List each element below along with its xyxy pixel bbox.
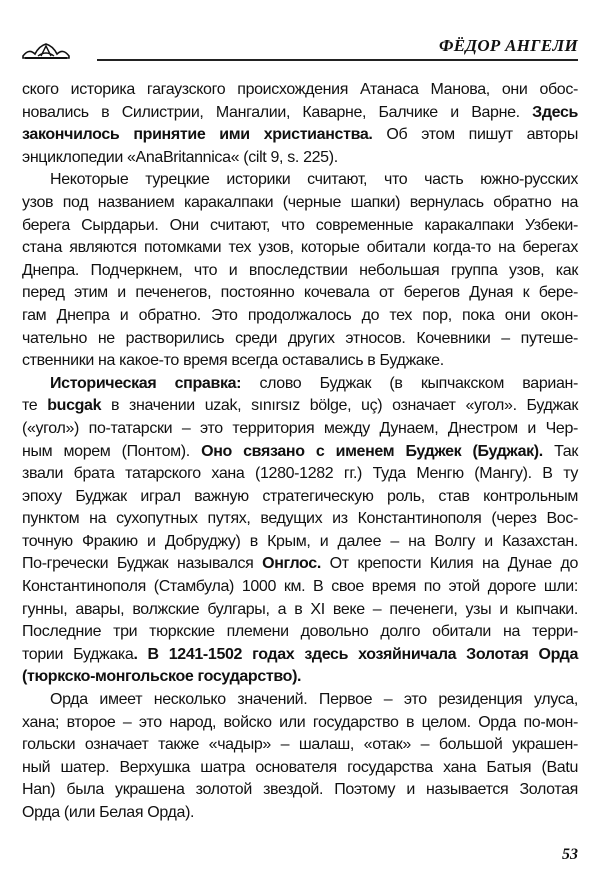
text-line: [22, 621, 578, 644]
bold-text: . В 1241-1502 годах здесь хозяйничала Золотая Орда: [133, 645, 578, 663]
paragraph: [22, 689, 578, 825]
text-segment: По-гречески Буджак назывался: [22, 555, 263, 573]
text-segment: Последние три тюркские племени довольно долго обитали на терри-: [22, 623, 578, 641]
text-line: [22, 576, 578, 599]
text-segment: гам Днепра и обратно. Это продолжалось до тех пор, пока они окон-: [22, 306, 578, 324]
text-segment: берега Сырдарьи. Они считают, что современные каракалпаки Узбеки-: [22, 216, 578, 234]
text-line: [22, 734, 578, 757]
text-line: [22, 712, 578, 735]
text-line: [22, 282, 578, 305]
text-segment: Орда (или Белая Орда).: [22, 804, 195, 821]
text-segment: От крепости Килия на Дунае до: [320, 555, 578, 573]
text-segment: звали брата татарского хана (1280-1282 гг.) Туда Менгю (Мангу). В ту: [22, 465, 578, 483]
text-segment: тории Буджака: [22, 645, 134, 663]
text-line: [22, 441, 578, 464]
text-line: [22, 237, 578, 260]
text-segment: ный шатер. Верхушка шатра основателя государства хана Батыя (Batu: [22, 758, 578, 776]
bold-text: Здесь: [532, 103, 578, 121]
text-segment: («угол») по-татарски – это территория между Дунаем, Днестром и Чер-: [22, 419, 578, 437]
text-line: [22, 666, 578, 689]
text-line: [22, 350, 578, 373]
text-segment: узов под названием каракалпаки (черные шапки) вернулась обратно на: [22, 193, 578, 211]
text-segment: Константинополя (Стамбула) 1000 км. В свое время по этой дороге шли:: [22, 578, 578, 596]
text-segment: хана; второе – это народ, войско или государство в целом. Орда по-мон-: [22, 713, 578, 731]
text-segment: чательно не растворились среди других этносов. Кочевники – путеше-: [22, 329, 578, 347]
paragraph: [22, 169, 578, 372]
text-line: [22, 102, 578, 125]
bold-text: закончилось принятие ими христианства.: [22, 126, 373, 144]
text-line: [22, 508, 578, 531]
text-segment: стана являются потомками тех узов, которые обитали когда-то на берегах: [22, 239, 578, 257]
bold-text: bucgak: [47, 397, 102, 415]
text-segment: в значении uzak, sınırsız bölge, uç) означает «угол». Буджак: [101, 397, 578, 415]
text-line: [22, 147, 578, 170]
text-line: [22, 79, 578, 102]
text-segment: Так: [542, 442, 579, 460]
page-header: [0, 0, 600, 70]
text-line: [22, 779, 578, 802]
text-line: [22, 486, 578, 509]
text-segment: точную Фракию и Добруджу) в Крым, и далее – на Волгу и Казахстан.: [22, 532, 578, 550]
bold-text: Онглос.: [262, 555, 321, 573]
text-line: [22, 418, 578, 441]
text-segment: гольски означает также «чадыр» – шалаш, «отак» – большой украшен-: [22, 736, 578, 754]
text-segment: перед этим и печенегов, постоянно кочевала от берегов Дуная к бере-: [22, 284, 578, 302]
ornament-icon: [21, 42, 71, 60]
text-line: [22, 305, 578, 328]
text-line: [22, 463, 578, 486]
text-segment: гунны, авары, волжские булгары, а в XI веке – печенеги, узы и кыпчаки.: [22, 600, 578, 618]
text-segment: новались в Силистрии, Мангалии, Каварне, Балчике и Варне.: [22, 103, 533, 121]
text-segment: Некоторые турецкие историки считают, что часть южно-русских: [50, 171, 578, 189]
header-rule: [97, 59, 578, 61]
paragraph: [22, 79, 578, 169]
text-line: [22, 124, 578, 147]
text-segment: энциклопедии «AnaBritannica« (cilt 9, s. 225).: [22, 148, 338, 166]
text-segment: ственники на какое-то время всегда оставались в Буджаке.: [22, 352, 444, 370]
text-line: [22, 689, 578, 712]
text-line: [22, 757, 578, 780]
body-text: [22, 79, 578, 825]
running-title: ФЁДОР АНГЕЛИ: [439, 36, 578, 55]
text-segment: эпоху Буджак играл важную стратегическую роль, став контрольным: [22, 487, 578, 505]
text-segment: пунктом на сухопутных путях, ведущих из Константинополя (через Вос-: [22, 510, 578, 528]
text-line: [22, 599, 578, 622]
text-line: [22, 644, 578, 667]
text-line: [22, 215, 578, 238]
text-line: [22, 192, 578, 215]
text-line: [22, 553, 578, 576]
bold-text: Оно связано с именем Буджек (Буджак).: [201, 442, 543, 460]
text-line: [22, 531, 578, 554]
text-segment: ского историка гагаузского происхождения Атанаса Манова, они обос-: [22, 81, 578, 98]
text-segment: те: [22, 397, 48, 415]
bold-text: Историческая справка:: [50, 374, 242, 392]
text-segment: Han) была украшена золотой звездой. Поэтому и называется Золотая: [22, 781, 578, 799]
text-segment: Орда имеет несколько значений. Первое – это резиденция улуса,: [50, 691, 578, 709]
text-segment: ным морем (Понтом).: [22, 442, 202, 460]
text-segment: слово Буджак (в кыпчакском вариан-: [241, 374, 578, 392]
text-line: [22, 328, 578, 351]
text-line: [22, 260, 578, 283]
page-number: 53: [562, 846, 578, 863]
text-line: [22, 373, 578, 396]
paragraph: [22, 373, 578, 689]
text-line: [22, 395, 578, 418]
text-line: [22, 802, 578, 825]
text-segment: Об этом пишут авторы: [372, 126, 578, 144]
text-line: [22, 169, 578, 192]
text-segment: Днепра. Подчеркнем, что и впоследствии небольшая группа узов, как: [22, 261, 578, 279]
bold-text: (тюркско-монгольское государство).: [22, 668, 302, 686]
